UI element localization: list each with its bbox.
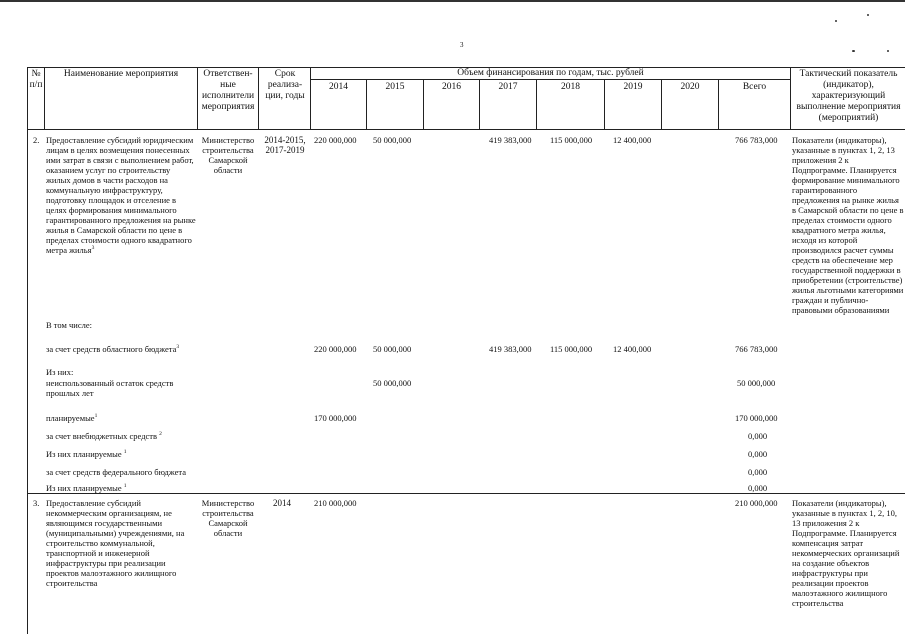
regional-label-text: за счет средств областного бюджета [46,344,177,354]
federal-planned-sup: 1 [123,483,127,490]
extra-planned-total: 0,000 [748,449,768,459]
header-year-2016: 2016 [442,82,461,92]
regional-2018: 115 000,000 [550,344,593,354]
row3-num: 3. [33,498,40,508]
header-year-2015: 2015 [385,82,405,92]
row3-indicator: Показатели (индикаторы), указанные в пунктах 1, 2, 10, 13 приложения 2 к Подпрограмме. Планируется компенсация затрат некоммерческих организаций на создание объектов инфраструктуры при реализации проектов малоэтажного жилищного строительства [792,498,900,608]
row2-name-text: Предоставление субсидий юридическим лицам в целях возмещения понесенных ими затрат в связи с выполнением работ, оказанием услуг по строительству жилых домов в части расходов на коммунальную инфраструктуру, подготовку площадок и отселение в целях формирования минимального гарантированного предложения на рынке жилья в Самарской области по цене в пределах стоимости одного квадратного метра жилья [46,135,196,255]
federal-planned-label [46,483,127,493]
header-name: Наименование мероприятия [63,69,179,79]
scan-top-edge [0,0,905,2]
federal-total: 0,000 [748,467,768,477]
row2-2014: 220 000,000 [314,135,357,145]
row2-indicator: Показатели (индикаторы), указанные в пунктах 1, 2, 13 приложения 2 к Подпрограмме. Планируется формирование минимального гарантированного предложения на рынке жилья в Самарской области по цене в пределах стоимости одного квадратного метра жилья, исходя из которой производился расчет суммы средств на обеспечение мер государственной поддержки в приобретении (строительстве) жилья льготными категориями граждан и публично-правовыми образованиями [792,135,904,315]
extra-sup: 2 [159,431,162,438]
col-line [258,67,259,129]
header-year-2014: 2014 [329,82,348,92]
header-responsible: Ответствен-ные исполнители мероприятия [201,69,255,112]
regional-total: 766 783,000 [735,344,778,354]
planned-total: 170 000,000 [735,413,778,423]
row3-term: 2014 [273,498,291,508]
scan-speck [835,20,837,22]
row2-name [46,135,196,255]
header-financing: Объем финансирования по годам, тыс. рублей [457,68,644,78]
row3-top-border [27,493,905,494]
planned-sup: 1 [94,413,98,420]
unused-2015: 50 000,000 [373,378,412,388]
row3-name: Предоставление субсидий некоммерческим организациям, не являющимся государственными (муниципальными) учреждениями, на строительство коммунальной, транспортной и инженерной инфраструктуры при реализации проектов малоэтажного жилищного строительства [46,498,185,588]
col-line [790,67,791,129]
header-num: № п/п [29,69,43,90]
regional-2019: 12 400,000 [613,344,652,354]
row3-total: 210 000,000 [735,498,778,508]
header-year-2017: 2017 [498,82,518,92]
header-bottom-border [27,129,905,130]
federal-planned-label-text: Из них планируемые [46,483,122,493]
col-line [27,67,28,634]
scan-speck [887,50,889,52]
regional-2015: 50 000,000 [373,344,412,354]
header-term: Срок реализа-ции, годы [265,69,305,101]
extra-label [46,431,162,441]
extra-label-text: за счет внебюджетных средств [46,431,158,441]
row2-responsible: Министерство строительства Самарской области [201,135,255,175]
extra-total: 0,000 [748,431,768,441]
unused-label: неиспользованный остаток средств прошлых лет [46,378,174,398]
of-them-label: Из них: [46,367,74,377]
unused-total: 50 000,000 [737,378,776,388]
row3-2014: 210 000,000 [314,498,357,508]
extra-planned-label-text: Из них планируемые [46,449,122,459]
row2-num: 2. [33,135,40,145]
row2-2015: 50 000,000 [373,135,412,145]
row2-2018: 115 000,000 [550,135,593,145]
row2-name-sup: 3 [91,245,95,252]
header-year-2019: 2019 [623,82,643,92]
header-indicator: Тактический показатель (индикатор), характеризующий выполнение мероприятия (мероприятий) [796,69,901,123]
page-number: 3 [460,41,464,49]
regional-sup: 3 [176,344,180,351]
extra-planned-label [46,449,127,459]
row3-responsible: Министерство строительства Самарской области [201,498,255,538]
planned-label [46,413,97,423]
planned-label-text: планируемые [46,413,95,423]
header-year-2018: 2018 [561,82,580,92]
regional-2017: 419 383,000 [489,344,532,354]
federal-planned-total: 0,000 [748,483,768,493]
row2-2017: 419 383,000 [489,135,532,145]
row2-term: 2014-2015, 2017-2019 [264,135,306,155]
scan-speck [867,14,869,16]
regional-label [46,344,179,354]
federal-label: за счет средств федерального бюджета [46,467,187,477]
row2-total: 766 783,000 [735,135,778,145]
planned-2014: 170 000,000 [314,413,357,423]
header-year-2020: 2020 [680,82,700,92]
including-label: В том числе: [46,320,92,330]
scan-speck [852,50,855,52]
extra-planned-sup: 1 [123,449,127,456]
header-total: Всего [742,82,767,92]
row2-2019: 12 400,000 [613,135,652,145]
regional-2014: 220 000,000 [314,344,357,354]
